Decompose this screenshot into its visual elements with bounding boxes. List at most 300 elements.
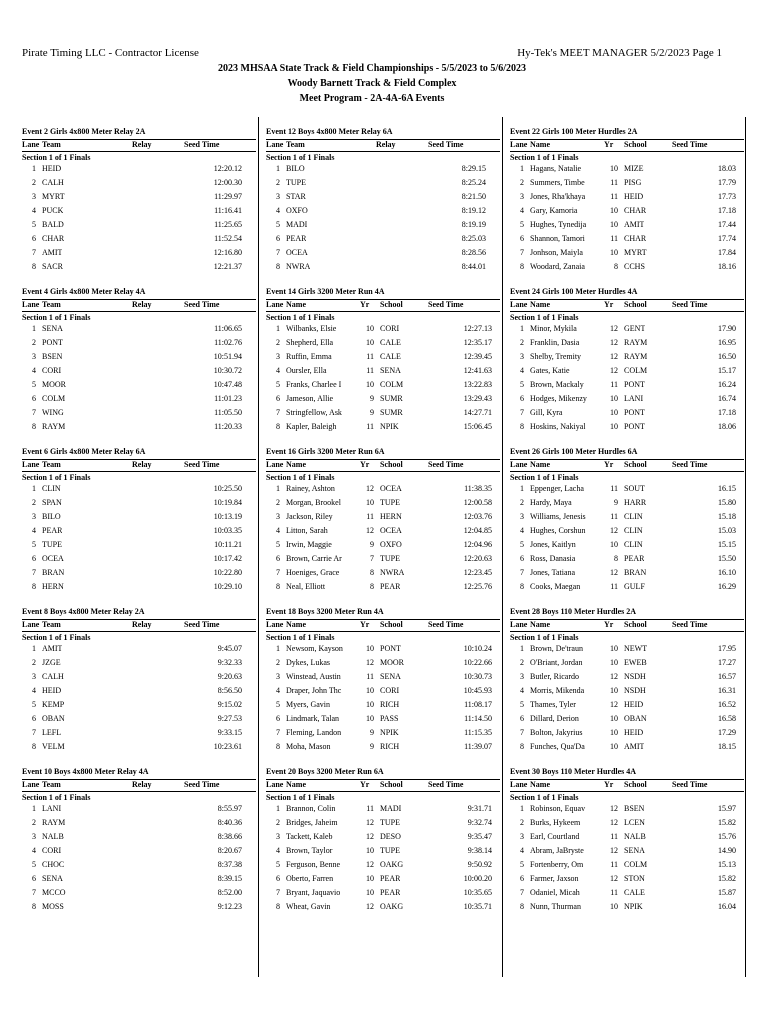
lane-cell: 6 xyxy=(32,874,36,883)
name-cell: Ruffin, Emma xyxy=(286,352,332,361)
name-cell: Brown, Taylor xyxy=(286,846,333,855)
table-row xyxy=(510,874,744,887)
event-title: Event 26 Girls 100 Meter Hurdles 6A xyxy=(510,447,638,456)
year-cell: 10 xyxy=(610,728,618,737)
lane-cell: 4 xyxy=(32,526,36,535)
lane-cell: 1 xyxy=(276,484,280,493)
lane-header: Lane xyxy=(510,140,528,149)
lane-cell: 2 xyxy=(32,498,36,507)
seed-time-cell: 10:00.20 xyxy=(463,874,492,883)
seed-time-cell: 18.16 xyxy=(718,262,736,271)
table-row xyxy=(266,498,500,511)
school-cell: SENA xyxy=(380,366,401,375)
table-row xyxy=(266,484,500,497)
seed-time-cell: 8:28.56 xyxy=(461,248,486,257)
seed-time-cell: 11:25.65 xyxy=(214,220,242,229)
section-label: Section 1 of 1 Finals xyxy=(22,313,91,322)
school-header: School xyxy=(624,140,647,149)
lane-cell: 5 xyxy=(520,220,524,229)
school-cell: NPIK xyxy=(380,422,399,431)
school-cell: RAYM xyxy=(624,338,648,347)
team-cell: STAR xyxy=(286,192,306,201)
lane-cell: 3 xyxy=(520,192,524,201)
name-cell: Funches, Qua'Da xyxy=(530,742,585,751)
name-cell: O'Briant, Jordan xyxy=(530,658,583,667)
name-cell: Summers, Timbe xyxy=(530,178,585,187)
seed-time-cell: 12:20.12 xyxy=(213,164,242,173)
team-cell: PONT xyxy=(42,338,63,347)
seed-time-header: Seed Time xyxy=(672,620,708,629)
column-header-row xyxy=(22,779,256,792)
lane-header: Lane xyxy=(22,300,40,309)
seed-time-cell: 10:22.66 xyxy=(463,658,492,667)
seed-time-cell: 10:19.84 xyxy=(213,498,242,507)
lane-cell: 7 xyxy=(276,248,280,257)
seed-time-cell: 17.27 xyxy=(718,658,736,667)
lane-cell: 2 xyxy=(276,338,280,347)
name-cell: Abram, JaBryste xyxy=(530,846,584,855)
seed-time-cell: 12:00.58 xyxy=(463,498,492,507)
table-row xyxy=(266,700,500,713)
program-column xyxy=(22,117,260,977)
school-header: School xyxy=(380,620,403,629)
year-cell: 10 xyxy=(610,206,618,215)
year-cell: 12 xyxy=(610,818,618,827)
lane-header: Lane xyxy=(510,300,528,309)
lane-cell: 7 xyxy=(276,408,280,417)
table-row xyxy=(510,644,744,657)
lane-cell: 6 xyxy=(276,554,280,563)
seed-time-cell: 10:13.19 xyxy=(213,512,242,521)
year-cell: 11 xyxy=(610,234,618,243)
name-cell: Stringfellow, Ask xyxy=(286,408,342,417)
table-row xyxy=(22,352,256,365)
school-cell: EWEB xyxy=(624,658,647,667)
seed-time-cell: 11:06.65 xyxy=(214,324,242,333)
team-cell: HEID xyxy=(42,686,62,695)
team-cell: OBAN xyxy=(42,714,65,723)
year-cell: 9 xyxy=(370,394,374,403)
lane-cell: 5 xyxy=(32,220,36,229)
table-row xyxy=(510,192,744,205)
seed-time-cell: 15.82 xyxy=(718,874,736,883)
name-header: Name xyxy=(530,300,550,309)
event-block xyxy=(22,277,256,437)
seed-time-cell: 10:30.73 xyxy=(463,672,492,681)
lane-cell: 7 xyxy=(32,248,36,257)
section-label: Section 1 of 1 Finals xyxy=(266,793,335,802)
table-row xyxy=(266,644,500,657)
table-row xyxy=(510,512,744,525)
table-row xyxy=(22,846,256,859)
seed-time-cell: 10:29.10 xyxy=(213,582,242,591)
seed-time-cell: 12:27.13 xyxy=(463,324,492,333)
lane-cell: 8 xyxy=(520,262,524,271)
seed-time-cell: 9:32.33 xyxy=(217,658,242,667)
year-cell: 12 xyxy=(366,832,374,841)
table-row xyxy=(22,582,256,595)
table-row xyxy=(22,408,256,421)
team-header: Team xyxy=(42,140,61,149)
team-cell: OCEA xyxy=(286,248,308,257)
event-title: Event 12 Boys 4x800 Meter Relay 6A xyxy=(266,127,393,136)
year-cell: 10 xyxy=(610,422,618,431)
table-row xyxy=(22,234,256,247)
seed-time-cell: 8:25.24 xyxy=(461,178,486,187)
program-title: Meet Program - 2A-4A-6A Events xyxy=(299,93,445,104)
seed-time-cell: 14:27.71 xyxy=(463,408,492,417)
year-cell: 10 xyxy=(610,686,618,695)
name-cell: Hagans, Natalie xyxy=(530,164,582,173)
lane-cell: 1 xyxy=(276,644,280,653)
lane-cell: 8 xyxy=(32,902,36,911)
seed-time-cell: 11:05.50 xyxy=(214,408,242,417)
name-cell: Myers, Gavin xyxy=(286,700,330,709)
event-title: Event 28 Boys 110 Meter Hurdles 2A xyxy=(510,607,637,616)
seed-time-cell: 11:20.33 xyxy=(214,422,242,431)
seed-time-cell: 9:12.23 xyxy=(217,902,242,911)
school-header: School xyxy=(624,620,647,629)
school-cell: CORI xyxy=(380,324,400,333)
name-cell: Hoeniges, Grace xyxy=(286,568,340,577)
seed-time-cell: 15.17 xyxy=(718,366,736,375)
year-cell: 8 xyxy=(614,262,618,271)
seed-time-cell: 8:38.66 xyxy=(217,832,242,841)
seed-time-cell: 8:55.97 xyxy=(217,804,242,813)
lane-cell: 3 xyxy=(276,832,280,841)
name-cell: Newsom, Kayson xyxy=(286,644,343,653)
name-cell: Fortenberry, Om xyxy=(530,860,584,869)
lane-cell: 3 xyxy=(32,512,36,521)
table-row xyxy=(266,540,500,553)
year-cell: 12 xyxy=(366,860,374,869)
table-row xyxy=(266,860,500,873)
name-cell: Brannon, Colin xyxy=(286,804,336,813)
table-row xyxy=(266,248,500,261)
table-row xyxy=(510,540,744,553)
column-header-row xyxy=(510,619,744,632)
lane-cell: 2 xyxy=(32,338,36,347)
lane-cell: 3 xyxy=(276,672,280,681)
lane-cell: 8 xyxy=(32,582,36,591)
year-cell: 12 xyxy=(366,658,374,667)
relay-header: Relay xyxy=(132,140,152,149)
team-cell: LEFL xyxy=(42,728,62,737)
year-cell: 12 xyxy=(610,672,618,681)
year-header: Yr xyxy=(604,780,614,789)
name-cell: Woodard, Zanaia xyxy=(530,262,585,271)
school-cell: HEID xyxy=(624,192,644,201)
header-right: Hy-Tek's MEET MANAGER 5/2/2023 Page 1 xyxy=(517,47,722,59)
seed-time-cell: 17.73 xyxy=(718,192,736,201)
year-cell: 11 xyxy=(610,832,618,841)
section-label: Section 1 of 1 Finals xyxy=(266,153,335,162)
name-cell: Hughes, Corshun xyxy=(530,526,586,535)
year-cell: 10 xyxy=(366,846,374,855)
seed-time-cell: 16.50 xyxy=(718,352,736,361)
table-row xyxy=(510,164,744,177)
year-cell: 10 xyxy=(366,338,374,347)
table-row xyxy=(510,804,744,817)
section-label: Section 1 of 1 Finals xyxy=(510,473,579,482)
lane-cell: 2 xyxy=(32,178,36,187)
relay-header: Relay xyxy=(132,300,152,309)
event-title: Event 24 Girls 100 Meter Hurdles 4A xyxy=(510,287,638,296)
table-row xyxy=(22,568,256,581)
event-block xyxy=(266,437,500,597)
seed-time-cell: 16.57 xyxy=(718,672,736,681)
team-cell: BILO xyxy=(42,512,61,521)
team-cell: OXFO xyxy=(286,206,308,215)
seed-time-cell: 10:51.94 xyxy=(213,352,242,361)
name-cell: Neal, Elliott xyxy=(286,582,326,591)
table-row xyxy=(22,206,256,219)
seed-time-cell: 12:41.63 xyxy=(463,366,492,375)
name-cell: Dykes, Lukas xyxy=(286,658,330,667)
school-cell: BRAN xyxy=(624,568,647,577)
year-cell: 11 xyxy=(366,804,374,813)
table-row xyxy=(22,728,256,741)
table-row xyxy=(22,394,256,407)
table-row xyxy=(22,498,256,511)
lane-cell: 4 xyxy=(520,526,524,535)
year-header: Yr xyxy=(604,460,614,469)
name-cell: Oberto, Farren xyxy=(286,874,334,883)
lane-cell: 1 xyxy=(32,164,36,173)
column-header-row xyxy=(266,779,500,792)
year-cell: 9 xyxy=(370,540,374,549)
name-cell: Bridges, Jaheim xyxy=(286,818,338,827)
name-header: Name xyxy=(286,780,306,789)
name-cell: Rainey, Ashton xyxy=(286,484,335,493)
school-cell: NEWT xyxy=(624,644,648,653)
section-label: Section 1 of 1 Finals xyxy=(22,473,91,482)
event-block xyxy=(510,117,744,277)
lane-cell: 2 xyxy=(520,178,524,187)
name-cell: Jones, Kaitlyn xyxy=(530,540,576,549)
table-row xyxy=(266,526,500,539)
team-cell: HERN xyxy=(42,582,64,591)
program-column xyxy=(510,117,748,977)
school-cell: CALE xyxy=(380,338,401,347)
table-row xyxy=(510,178,744,191)
seed-time-cell: 12:00.30 xyxy=(213,178,242,187)
seed-time-cell: 13:29.43 xyxy=(463,394,492,403)
lane-cell: 3 xyxy=(276,192,280,201)
section-label: Section 1 of 1 Finals xyxy=(22,153,91,162)
school-cell: CCHS xyxy=(624,262,645,271)
event-title: Event 2 Girls 4x800 Meter Relay 2A xyxy=(22,127,146,136)
school-cell: PEAR xyxy=(380,888,401,897)
table-row xyxy=(510,658,744,671)
lane-cell: 2 xyxy=(276,498,280,507)
event-title: Event 30 Boys 110 Meter Hurdles 4A xyxy=(510,767,637,776)
year-cell: 10 xyxy=(366,644,374,653)
school-header: School xyxy=(380,780,403,789)
seed-time-cell: 17.74 xyxy=(718,234,736,243)
seed-time-cell: 12:35.17 xyxy=(463,338,492,347)
team-cell: CALH xyxy=(42,672,64,681)
lane-cell: 3 xyxy=(520,832,524,841)
year-cell: 10 xyxy=(366,874,374,883)
seed-time-cell: 17.79 xyxy=(718,178,736,187)
team-cell: JZGE xyxy=(42,658,61,667)
year-cell: 10 xyxy=(610,394,618,403)
team-cell: AMIT xyxy=(42,644,63,653)
lane-cell: 3 xyxy=(276,512,280,521)
program-columns xyxy=(22,117,746,977)
school-cell: TUPE xyxy=(380,818,400,827)
table-row xyxy=(266,394,500,407)
seed-time-cell: 11:02.76 xyxy=(214,338,242,347)
school-cell: PISG xyxy=(624,178,642,187)
lane-cell: 6 xyxy=(520,874,524,883)
seed-time-header: Seed Time xyxy=(672,300,708,309)
seed-time-header: Seed Time xyxy=(184,140,220,149)
year-cell: 12 xyxy=(610,846,618,855)
lane-cell: 1 xyxy=(520,324,524,333)
seed-time-cell: 8:40.36 xyxy=(217,818,242,827)
name-cell: Ross, Danasia xyxy=(530,554,576,563)
lane-cell: 2 xyxy=(32,658,36,667)
year-cell: 10 xyxy=(610,540,618,549)
school-cell: TUPE xyxy=(380,554,400,563)
school-cell: NSDH xyxy=(624,686,646,695)
name-cell: Wilbanks, Elsie xyxy=(286,324,337,333)
seed-time-cell: 9:33.15 xyxy=(217,728,242,737)
lane-cell: 1 xyxy=(32,644,36,653)
school-cell: NALB xyxy=(624,832,646,841)
school-cell: GULF xyxy=(624,582,645,591)
team-cell: MYRT xyxy=(42,192,65,201)
seed-time-cell: 15.13 xyxy=(718,860,736,869)
year-cell: 10 xyxy=(366,714,374,723)
column-header-row xyxy=(266,459,500,472)
school-cell: NPIK xyxy=(624,902,643,911)
year-cell: 12 xyxy=(366,484,374,493)
header-left: Pirate Timing LLC - Contractor License xyxy=(22,47,199,59)
lane-cell: 5 xyxy=(520,540,524,549)
table-row xyxy=(266,220,500,233)
seed-time-cell: 16.29 xyxy=(718,582,736,591)
school-cell: OBAN xyxy=(624,714,647,723)
name-cell: Cooks, Maegan xyxy=(530,582,581,591)
lane-cell: 6 xyxy=(520,394,524,403)
year-header: Yr xyxy=(604,300,614,309)
table-row xyxy=(22,860,256,873)
meet-title: 2023 MHSAA State Track & Field Championships - 5/5/2023 to 5/6/2023 xyxy=(218,63,526,74)
seed-time-header: Seed Time xyxy=(428,460,464,469)
seed-time-cell: 15.76 xyxy=(718,832,736,841)
year-cell: 10 xyxy=(610,742,618,751)
lane-cell: 3 xyxy=(32,832,36,841)
seed-time-cell: 8:37.38 xyxy=(217,860,242,869)
lane-header: Lane xyxy=(266,460,284,469)
table-row xyxy=(510,846,744,859)
table-row xyxy=(510,352,744,365)
seed-time-cell: 15.97 xyxy=(718,804,736,813)
seed-time-cell: 16.95 xyxy=(718,338,736,347)
table-row xyxy=(510,248,744,261)
lane-cell: 4 xyxy=(520,206,524,215)
table-row xyxy=(22,422,256,435)
seed-time-header: Seed Time xyxy=(428,620,464,629)
seed-time-cell: 9:20.63 xyxy=(217,672,242,681)
lane-cell: 7 xyxy=(276,568,280,577)
table-row xyxy=(266,352,500,365)
lane-cell: 3 xyxy=(32,352,36,361)
relay-header: Relay xyxy=(132,620,152,629)
school-cell: PONT xyxy=(624,408,645,417)
table-row xyxy=(22,672,256,685)
year-header: Yr xyxy=(604,620,614,629)
lane-cell: 8 xyxy=(276,902,280,911)
lane-cell: 7 xyxy=(520,248,524,257)
seed-time-cell: 17.18 xyxy=(718,206,736,215)
table-row xyxy=(266,902,500,915)
name-cell: Franks, Charlee I xyxy=(286,380,342,389)
lane-cell: 8 xyxy=(32,262,36,271)
lane-cell: 3 xyxy=(520,512,524,521)
table-row xyxy=(510,714,744,727)
name-cell: Hardy, Maya xyxy=(530,498,572,507)
lane-cell: 8 xyxy=(276,582,280,591)
school-cell: NWRA xyxy=(380,568,405,577)
section-label: Section 1 of 1 Finals xyxy=(266,633,335,642)
seed-time-cell: 10:22.80 xyxy=(213,568,242,577)
team-cell: MADI xyxy=(286,220,308,229)
seed-time-cell: 16.58 xyxy=(718,714,736,723)
seed-time-cell: 8:52.00 xyxy=(217,888,242,897)
lane-cell: 8 xyxy=(520,902,524,911)
table-row xyxy=(266,888,500,901)
seed-time-cell: 9:45.07 xyxy=(217,644,242,653)
seed-time-cell: 15.80 xyxy=(718,498,736,507)
name-cell: Irwin, Maggie xyxy=(286,540,332,549)
team-cell: VELM xyxy=(42,742,65,751)
team-cell: NWRA xyxy=(286,262,311,271)
table-row xyxy=(266,512,500,525)
name-cell: Shepherd, Ella xyxy=(286,338,334,347)
lane-cell: 7 xyxy=(520,568,524,577)
section-label: Section 1 of 1 Finals xyxy=(510,793,579,802)
lane-cell: 2 xyxy=(520,658,524,667)
year-cell: 12 xyxy=(610,568,618,577)
school-cell: CLIN xyxy=(624,526,643,535)
seed-time-cell: 16.52 xyxy=(718,700,736,709)
team-cell: SACR xyxy=(42,262,63,271)
year-cell: 10 xyxy=(610,220,618,229)
table-row xyxy=(266,846,500,859)
seed-time-cell: 9:32.74 xyxy=(467,818,492,827)
team-cell: CHOC xyxy=(42,860,65,869)
table-row xyxy=(510,818,744,831)
table-row xyxy=(510,422,744,435)
seed-time-cell: 12:20.63 xyxy=(463,554,492,563)
year-cell: 11 xyxy=(366,672,374,681)
seed-time-cell: 15.82 xyxy=(718,818,736,827)
column-header-row xyxy=(266,139,500,152)
team-cell: SENA xyxy=(42,324,63,333)
seed-time-header: Seed Time xyxy=(184,300,220,309)
table-row xyxy=(22,700,256,713)
lane-cell: 6 xyxy=(276,874,280,883)
school-header: School xyxy=(624,460,647,469)
school-cell: PONT xyxy=(624,422,645,431)
year-cell: 10 xyxy=(366,700,374,709)
year-cell: 11 xyxy=(610,178,618,187)
year-header: Yr xyxy=(360,300,370,309)
